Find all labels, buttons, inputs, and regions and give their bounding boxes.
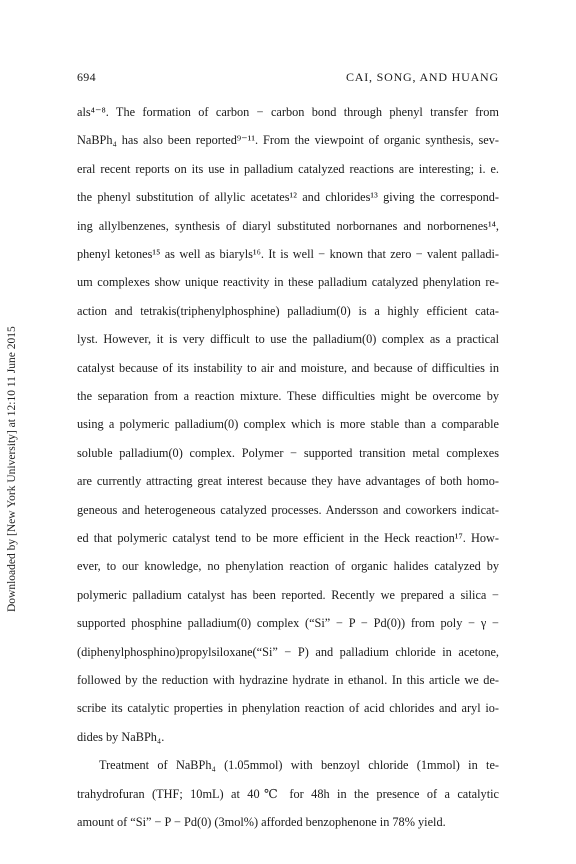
text-line: trahydrofuran (THF; 10mL) at 40℃ for 48h in the presence of a catalytic xyxy=(77,786,499,801)
text-line: als⁴⁻⁸. The formation of carbon − carbon bond through phenyl transfer from xyxy=(77,105,499,119)
text-line: ing allylbenzenes, synthesis of diaryl substituted norbornanes and norbornenes¹⁴, xyxy=(77,218,499,233)
text-line: NaBPh₄ has also been reported⁹⁻¹¹. From the viewpoint of organic synthesis, sev- xyxy=(77,133,499,148)
text-line: (diphenylphosphino)propylsiloxane(“Si” − P) and palladium chloride in acetone, xyxy=(77,644,499,659)
text-line: action and tetrakis(triphenylphosphine) palladium(0) is a highly efficient cata- xyxy=(77,303,499,318)
text-line: amount of “Si” − P − Pd(0) (3mol%) afforded benzophenone in 78% yield. xyxy=(77,815,446,829)
text-line: eral recent reports on its use in palladium catalyzed reactions are interesting; i. e. xyxy=(77,161,499,176)
text-line: ed that polymeric catalyst tend to be more efficient in the Heck reaction¹⁷. How- xyxy=(77,531,499,545)
text-line: Treatment of NaBPh₄ (1.05mmol) with benzoyl chloride (1mmol) in te- xyxy=(99,758,499,773)
text-line: supported phosphine palladium(0) complex (“Si” − P − Pd(0)) from poly − γ − xyxy=(77,616,499,631)
text-line: soluble palladium(0) complex. Polymer − supported transition metal complexes xyxy=(77,445,499,460)
text-line: followed by the reduction with hydrazine hydrate in ethanol. In this article we de- xyxy=(77,673,499,687)
text-line: the separation from a reaction mixture. These difficulties might be overcome by xyxy=(77,389,499,403)
text-line: are currently attracting great interest because they have advantages of both homo- xyxy=(77,474,499,489)
text-line: lyst. However, it is very difficult to use the palladium(0) complex as a practical xyxy=(77,332,499,347)
text-line: um complexes show unique reactivity in these palladium catalyzed phenylation re- xyxy=(77,275,499,290)
running-head: CAI, SONG, AND HUANG xyxy=(345,70,499,84)
download-watermark: Downloaded by [New York University] at 12:10 11 June 2015 xyxy=(6,326,18,612)
text-line: ever, to our knowledge, no phenylation reaction of organic halides catalyzed by xyxy=(77,559,499,574)
text-line: the phenyl substitution of allylic acetates¹² and chlorides¹³ giving the correspond- xyxy=(77,190,499,205)
text-line: polymeric palladium catalyst has been reported. Recently we prepared a silica − xyxy=(77,587,499,602)
page-number: 694 xyxy=(77,70,96,84)
text-line: phenyl ketones¹⁵ as well as biaryls¹⁶. It is well − known that zero − valent palladi- xyxy=(77,247,499,261)
text-line: dides by NaBPh₄. xyxy=(77,729,165,744)
text-line: catalyst because of its instability to air and moisture, and because of difficulties in xyxy=(77,360,499,375)
page-header xyxy=(77,70,499,86)
text-line: using a polymeric palladium(0) complex which is more stable than a comparable xyxy=(77,417,499,432)
text-line: geneous and heterogeneous catalyzed processes. Andersson and coworkers indicat- xyxy=(77,502,499,517)
text-line: scribe its catalytic properties in phenylation reaction of acid chlorides and aryl io- xyxy=(77,701,499,716)
